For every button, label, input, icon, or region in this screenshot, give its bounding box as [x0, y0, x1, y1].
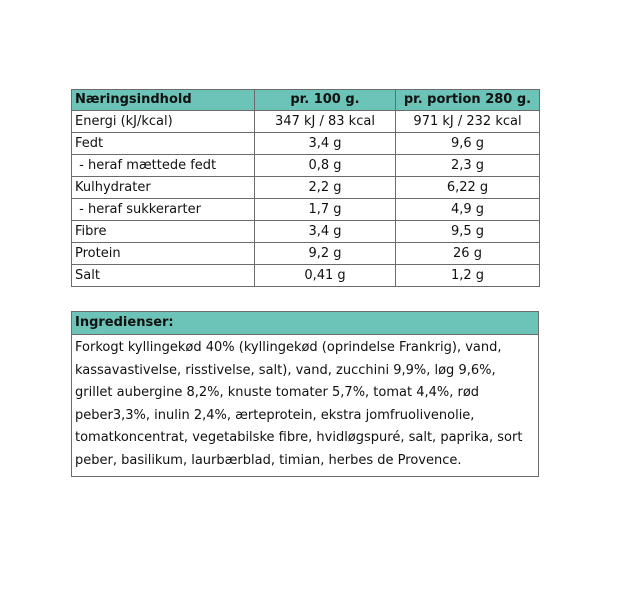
row-perportion-energy: 971 kJ / 232 kcal — [396, 111, 540, 133]
row-label-saturated-fat: - heraf mættede fedt — [72, 155, 255, 177]
row-label-energy: Energi (kJ/kcal) — [72, 111, 255, 133]
row-per100-salt: 0,41 g — [255, 265, 396, 287]
row-per100-fibre: 3,4 g — [255, 221, 396, 243]
ingredients-text: Forkogt kyllingekød 40% (kyllingekød (oprindelse Frankrig), vand, kassavastivelse, risstivelse, salt), vand, zucchini 9,9%, løg 9,6%, grillet aubergine 8,2%, knuste tomater 5,7%, tomat 4,4%, rød peber3,3%, inulin 2,4%, ærteprotein, ekstra jomfruolivenolie, tomatkoncentrat, vegetabilske fibre, hvidløgspuré, salt, paprika, sort peber, basilikum, laurbærblad, timian, herbes de Provence. — [75, 340, 523, 468]
row-per100-fat: 3,4 g — [255, 133, 396, 155]
table-row — [72, 199, 540, 221]
header-per-portion: pr. portion 280 g. — [396, 90, 540, 111]
table-row — [72, 155, 540, 177]
table-row — [72, 243, 540, 265]
row-label-fat: Fedt — [72, 133, 255, 155]
header-naeringsindhold: Næringsindhold — [72, 90, 255, 111]
row-perportion-carbohydrates: 6,22 g — [396, 177, 540, 199]
table-row — [72, 133, 540, 155]
row-label-carbohydrates: Kulhydrater — [72, 177, 255, 199]
row-per100-saturated-fat: 0,8 g — [255, 155, 396, 177]
table-row — [72, 177, 540, 199]
ingredients-title: Ingredienser: — [72, 312, 538, 335]
row-perportion-salt: 1,2 g — [396, 265, 540, 287]
table-row — [72, 111, 540, 133]
ingredients-box — [71, 311, 539, 477]
table-row — [72, 265, 540, 287]
row-perportion-fat: 9,6 g — [396, 133, 540, 155]
row-label-protein: Protein — [72, 243, 255, 265]
row-per100-protein: 9,2 g — [255, 243, 396, 265]
table-row — [72, 221, 540, 243]
row-label-sugars: - heraf sukkerarter — [72, 199, 255, 221]
row-perportion-saturated-fat: 2,3 g — [396, 155, 540, 177]
row-label-salt: Salt — [72, 265, 255, 287]
header-per-100g: pr. 100 g. — [255, 90, 396, 111]
nutrition-table — [71, 89, 540, 287]
row-per100-carbohydrates: 2,2 g — [255, 177, 396, 199]
row-per100-sugars: 1,7 g — [255, 199, 396, 221]
row-perportion-sugars: 4,9 g — [396, 199, 540, 221]
row-perportion-protein: 26 g — [396, 243, 540, 265]
nutrition-header-row — [72, 90, 540, 111]
row-label-fibre: Fibre — [72, 221, 255, 243]
row-per100-energy: 347 kJ / 83 kcal — [255, 111, 396, 133]
row-perportion-fibre: 9,5 g — [396, 221, 540, 243]
